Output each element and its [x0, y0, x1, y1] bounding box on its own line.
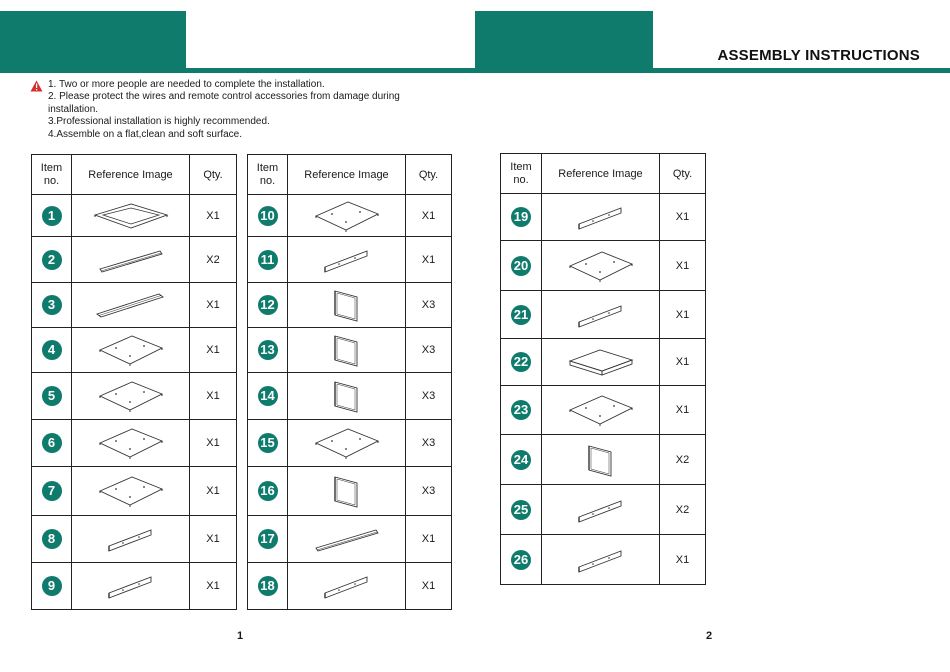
item-number-cell: [248, 195, 288, 237]
reference-image-cell: [288, 195, 406, 237]
item-number-cell: [32, 420, 72, 467]
item-number-cell: [248, 237, 288, 283]
flat-panel-icon: [96, 425, 166, 461]
table-header-row: [248, 155, 452, 195]
page-title: ASSEMBLY INSTRUCTIONS: [717, 47, 920, 64]
item-number-badge: 13: [258, 340, 278, 360]
item-number-badge: 4: [42, 340, 62, 360]
item-number-cell: [501, 435, 542, 485]
item-number-cell: [501, 194, 542, 241]
table-row: [32, 516, 237, 563]
note-line: installation.: [48, 103, 99, 115]
item-number-badge: 25: [511, 500, 531, 520]
item-number-badge: 12: [258, 295, 278, 315]
item-number-badge: 18: [258, 576, 278, 596]
reference-image-cell: [72, 237, 190, 283]
table-row: [501, 386, 706, 435]
table-row: [248, 420, 452, 467]
item-number-badge: 3: [42, 295, 62, 315]
small-board-icon: [573, 202, 629, 232]
parts-table-2: [247, 154, 452, 610]
reference-image-cell: [72, 373, 190, 420]
table-row: [32, 237, 237, 283]
quantity-cell: X1: [406, 516, 452, 563]
table-row: [501, 194, 706, 241]
quantity-cell: X1: [660, 194, 706, 241]
header-item-no: Item no.: [248, 155, 288, 195]
header-block-right: [475, 11, 653, 69]
quantity-cell: X2: [190, 237, 237, 283]
reference-image-cell: [72, 467, 190, 516]
item-number-badge: 5: [42, 386, 62, 406]
item-number-cell: [501, 291, 542, 339]
item-number-cell: [32, 467, 72, 516]
item-number-badge: 24: [511, 450, 531, 470]
quantity-cell: X2: [660, 485, 706, 535]
item-number-cell: [32, 283, 72, 328]
upright-panel-icon: [327, 330, 367, 370]
item-number-badge: 11: [258, 250, 278, 270]
reference-image-cell: [72, 283, 190, 328]
item-number-cell: [501, 485, 542, 535]
small-board-icon: [573, 545, 629, 575]
table-header-row: [501, 154, 706, 194]
upright-panel-icon: [327, 376, 367, 416]
table-row: [32, 563, 237, 610]
quantity-cell: X1: [190, 373, 237, 420]
flat-panel-icon: [566, 248, 636, 284]
reference-image-cell: [72, 328, 190, 373]
quantity-cell: X3: [406, 283, 452, 328]
table-row: [501, 339, 706, 386]
item-number-badge: 17: [258, 529, 278, 549]
flat-panel-icon: [96, 473, 166, 509]
quantity-cell: X1: [660, 291, 706, 339]
reference-image-cell: [542, 386, 660, 435]
reference-image-cell: [542, 291, 660, 339]
quantity-cell: X1: [190, 563, 237, 610]
quantity-cell: X1: [190, 467, 237, 516]
item-number-badge: 1: [42, 206, 62, 226]
item-number-badge: 2: [42, 250, 62, 270]
reference-image-cell: [542, 485, 660, 535]
small-board-icon: [103, 571, 159, 601]
item-number-cell: [501, 339, 542, 386]
item-number-cell: [248, 516, 288, 563]
table-row: [32, 373, 237, 420]
item-number-cell: [32, 237, 72, 283]
table-row: [32, 467, 237, 516]
item-number-badge: 22: [511, 352, 531, 372]
header-reference-image: Reference Image: [542, 154, 660, 194]
reference-image-cell: [72, 420, 190, 467]
item-number-cell: [248, 563, 288, 610]
quantity-cell: X2: [660, 435, 706, 485]
note-line: 2. Please protect the wires and remote control accessories from damage during: [48, 91, 400, 103]
item-number-cell: [32, 516, 72, 563]
flat-panel-icon: [312, 198, 382, 234]
table-row: [501, 291, 706, 339]
item-number-badge: 16: [258, 481, 278, 501]
note-line: 3.Professional installation is highly recommended.: [48, 116, 270, 128]
reference-image-cell: [542, 535, 660, 585]
item-number-cell: [32, 328, 72, 373]
small-board-icon: [319, 245, 375, 275]
item-number-cell: [501, 241, 542, 291]
header-item-no: Item no.: [32, 155, 72, 195]
reference-image-cell: [288, 283, 406, 328]
reference-image-cell: [72, 563, 190, 610]
header-item-no: Item no.: [501, 154, 542, 194]
quantity-cell: X3: [406, 420, 452, 467]
table-row: [248, 328, 452, 373]
item-number-badge: 15: [258, 433, 278, 453]
item-number-badge: 14: [258, 386, 278, 406]
reference-image-cell: [288, 563, 406, 610]
upright-panel-icon: [581, 440, 621, 480]
reference-image-cell: [288, 237, 406, 283]
quantity-cell: X3: [406, 467, 452, 516]
small-board-icon: [103, 524, 159, 554]
item-number-cell: [248, 373, 288, 420]
table-row: [32, 195, 237, 237]
table-row: [32, 328, 237, 373]
item-number-cell: [501, 535, 542, 585]
flat-panel-icon: [96, 332, 166, 368]
item-number-cell: [248, 283, 288, 328]
table-row: [248, 516, 452, 563]
header-rule: [0, 68, 950, 73]
reference-image-cell: [288, 373, 406, 420]
table-row: [248, 237, 452, 283]
item-number-cell: [32, 373, 72, 420]
item-number-cell: [32, 563, 72, 610]
table-row: [32, 283, 237, 328]
frame-panel-icon: [91, 201, 171, 231]
table-row: [248, 563, 452, 610]
quantity-cell: X1: [660, 535, 706, 585]
item-number-badge: 21: [511, 305, 531, 325]
quantity-cell: X3: [406, 328, 452, 373]
item-number-badge: 7: [42, 481, 62, 501]
item-number-cell: [248, 467, 288, 516]
quantity-cell: X1: [190, 516, 237, 563]
table-row: [32, 420, 237, 467]
quantity-cell: X1: [660, 339, 706, 386]
quantity-cell: X1: [406, 237, 452, 283]
page-number-right: 2: [706, 630, 713, 642]
note-line: 1. Two or more people are needed to complete the installation.: [48, 79, 325, 90]
small-board-icon: [573, 300, 629, 330]
reference-image-cell: [542, 194, 660, 241]
quantity-cell: X1: [406, 195, 452, 237]
long-bar-icon: [95, 290, 167, 320]
flat-panel-icon: [96, 378, 166, 414]
item-number-badge: 23: [511, 400, 531, 420]
upright-panel-icon: [327, 471, 367, 511]
item-number-cell: [501, 386, 542, 435]
header-reference-image: Reference Image: [72, 155, 190, 195]
rail-icon: [312, 524, 382, 554]
quantity-cell: X1: [190, 420, 237, 467]
table-row: [248, 467, 452, 516]
parts-table-3: [500, 153, 706, 585]
table-row: [501, 485, 706, 535]
reference-image-cell: [288, 516, 406, 563]
safety-notes: [30, 79, 450, 141]
item-number-cell: [248, 420, 288, 467]
item-number-badge: 6: [42, 433, 62, 453]
reference-image-cell: [72, 195, 190, 237]
item-number-cell: [248, 328, 288, 373]
table-row: [248, 373, 452, 420]
flat-panel-icon: [312, 425, 382, 461]
header-qty: Qty.: [660, 154, 706, 194]
parts-table-1: [31, 154, 237, 610]
header-qty: Qty.: [406, 155, 452, 195]
quantity-cell: X1: [406, 563, 452, 610]
header-block-left: [0, 11, 186, 69]
table-row: [501, 535, 706, 585]
upright-panel-icon: [327, 285, 367, 325]
reference-image-cell: [72, 516, 190, 563]
reference-image-cell: [288, 467, 406, 516]
quantity-cell: X1: [190, 283, 237, 328]
small-board-icon: [319, 571, 375, 601]
reference-image-cell: [288, 420, 406, 467]
flat-panel-icon: [566, 392, 636, 428]
table-row: [501, 435, 706, 485]
quantity-cell: X1: [190, 328, 237, 373]
table-row: [501, 241, 706, 291]
quantity-cell: X3: [406, 373, 452, 420]
reference-image-cell: [542, 241, 660, 291]
item-number-badge: 19: [511, 207, 531, 227]
table-row: [248, 195, 452, 237]
reference-image-cell: [288, 328, 406, 373]
item-number-badge: 8: [42, 529, 62, 549]
note-line: 4.Assemble on a flat,clean and soft surface.: [48, 128, 242, 140]
table-header-row: [32, 155, 237, 195]
tray-icon: [566, 345, 636, 379]
warning-icon: [30, 80, 43, 92]
quantity-cell: X1: [660, 241, 706, 291]
table-row: [248, 283, 452, 328]
reference-image-cell: [542, 435, 660, 485]
small-board-icon: [573, 495, 629, 525]
item-number-badge: 10: [258, 206, 278, 226]
item-number-badge: 20: [511, 256, 531, 276]
item-number-cell: [32, 195, 72, 237]
reference-image-cell: [542, 339, 660, 386]
header-reference-image: Reference Image: [288, 155, 406, 195]
item-number-badge: 9: [42, 576, 62, 596]
page-number-left: 1: [237, 630, 244, 642]
rail-icon: [96, 245, 166, 275]
quantity-cell: X1: [190, 195, 237, 237]
quantity-cell: X1: [660, 386, 706, 435]
item-number-badge: 26: [511, 550, 531, 570]
header-qty: Qty.: [190, 155, 237, 195]
